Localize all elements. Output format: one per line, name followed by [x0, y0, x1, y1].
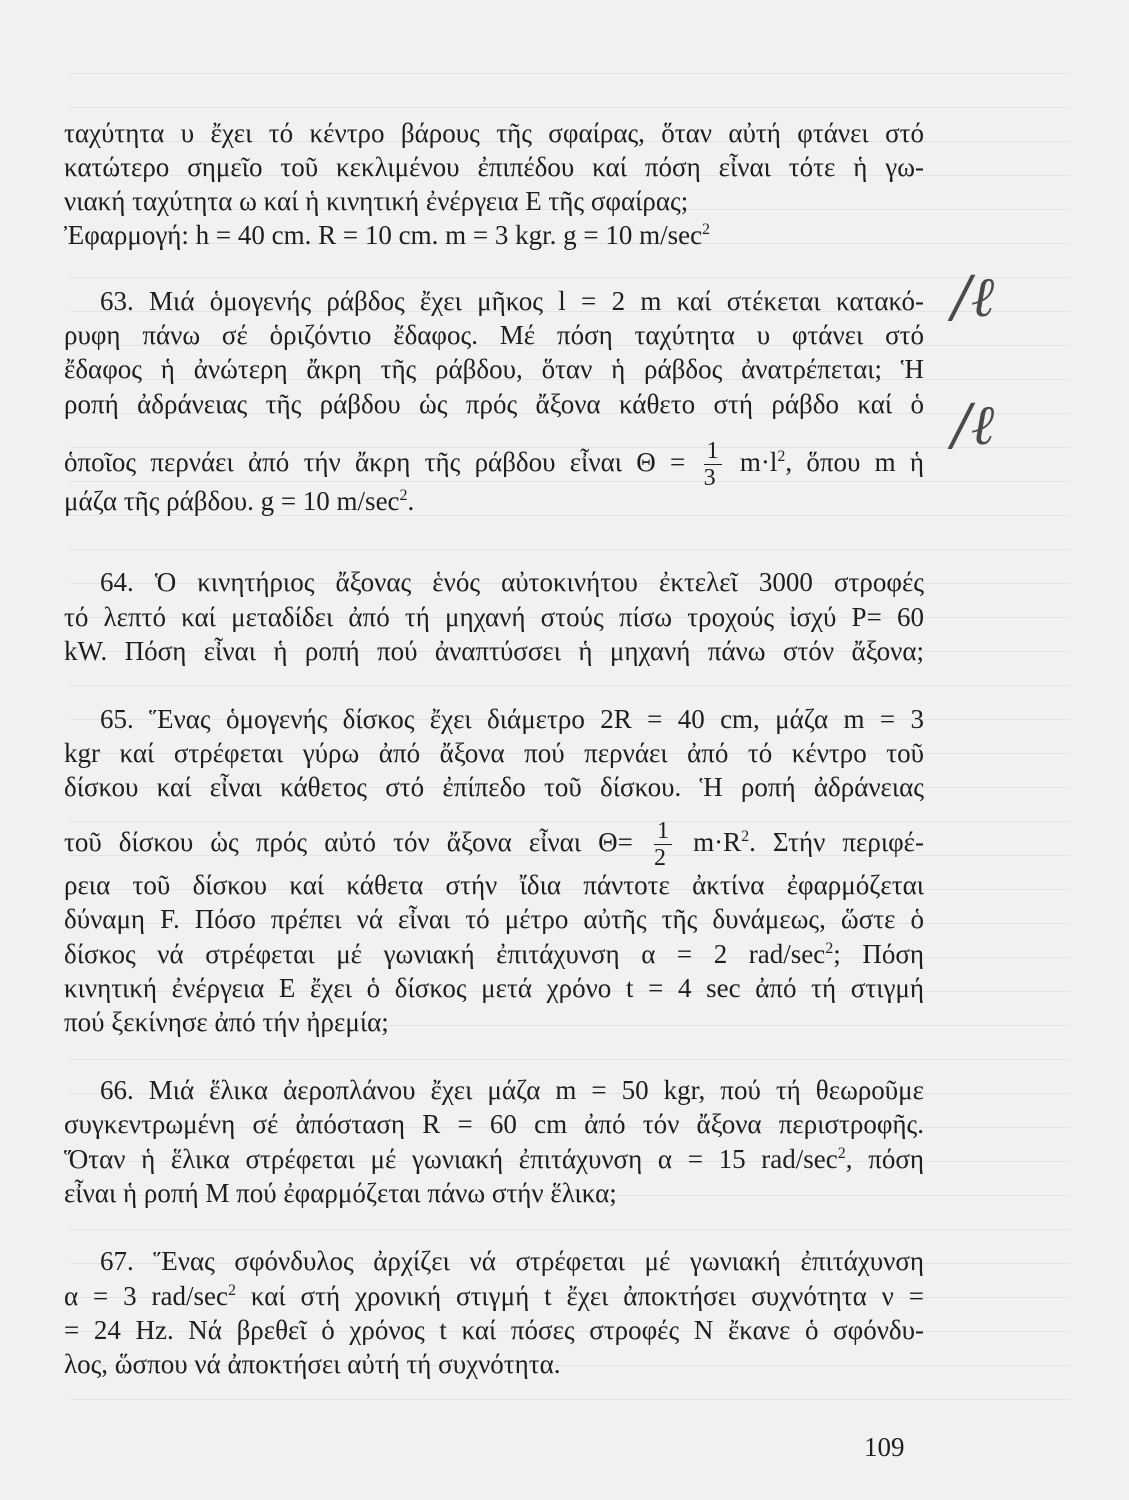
- text-line: συγκεντρωμένη σέ ἀπόσταση R = 60 cm ἀπό τόν ἄξονα περιστροφῆς.: [64, 1109, 924, 1139]
- text-run: ; Πόση: [833, 939, 924, 969]
- text-line: λος, ὥσπου νά ἀποκτήσει αὐτή τή συχνότητα.: [64, 1349, 561, 1379]
- page-number: 109: [864, 1432, 905, 1462]
- problem-66-first-line: 66. Μιά ἕλικα ἀεροπλάνου ἔχει μάζα m = 50 kgr, πού τή θεωροῦμε: [100, 1075, 924, 1105]
- fraction-one-half: [654, 818, 672, 871]
- problem-65-first-line: 65. Ἕνας ὁμογενής δίσκος ἔχει διάμετρο 2R = 40 cm, μάζα m = 3: [100, 704, 924, 734]
- text-run: . Στήν περιφέ-: [749, 827, 925, 857]
- text-line: ἔδαφος ἡ ἀνώτερη ἄκρη τῆς ράβδου, ὅταν ἡ ράβδος ἀνατρέπεται; Ἡ: [64, 354, 924, 384]
- handwritten-margin-mark: /ℓ: [952, 265, 995, 330]
- text-line: νιακή ταχύτητα ω καί ἡ κινητική ἐνέργεια Ε τῆς σφαίρας;: [64, 186, 689, 216]
- text-line: δύναμη F. Πόσο πρέπει νά εἶναι τό μέτρο αὐτῆς τῆς δυνάμεως, ὥστε ὁ: [64, 904, 924, 934]
- text-line: kgr καί στρέφεται γύρω ἀπό ἄξονα πού περνάει ἀπό τό κέντρο τοῦ: [64, 738, 924, 768]
- text-run: α = 3 rad/sec: [64, 1281, 228, 1311]
- text-line: τό λεπτό καί μεταδίδει ἀπό τή μηχανή στούς πίσω τροχούς ἰσχύ P= 60: [64, 602, 924, 632]
- formula-line: [64, 432, 924, 492]
- text-line: [64, 1142, 924, 1176]
- text-line: ρυφη πάνω σέ ὁριζόντιο ἔδαφος. Μέ πόση ταχύτητα υ φτάνει στό: [64, 320, 924, 350]
- superscript: 2: [825, 940, 834, 957]
- text-line: δίσκου καί εἶναι κάθετος στό ἐπίπεδο τοῦ δίσκου. Ἡ ροπή ἀδράνειας: [64, 772, 924, 802]
- fraction-numerator: 1: [654, 818, 672, 845]
- text-line: ροπή ἀδράνειας τῆς ράβδου ὡς πρός ἄξονα κάθετο στή ράβδο καί ὁ: [64, 389, 924, 419]
- text-run: ὁποῖος περνάει ἀπό τήν ἄκρη τῆς ράβδου εἶναι Θ =: [64, 447, 686, 477]
- text-line: = 24 Hz. Νά βρεθεῖ ὁ χρόνος t καί πόσες στροφές Ν ἔκανε ὁ σφόνδυ-: [64, 1315, 924, 1345]
- text-run: καί στή χρονική στιγμή t ἔχει ἀποκτήσει συχνότητα ν =: [236, 1281, 924, 1311]
- formula-line: [64, 812, 924, 872]
- text-run: μάζα τῆς ράβδου. g = 10 m/sec: [64, 486, 400, 516]
- application-text: Ἐφαρμογή: h = 40 cm. R = 10 cm. m = 3 kgr. g = 10 m/sec: [64, 220, 703, 250]
- superscript: 2: [399, 487, 408, 504]
- text-line: κινητική ἐνέργεια Ε ἔχει ὁ δίσκος μετά χρόνο t = 4 sec ἀπό τή στιγμή: [64, 973, 924, 1003]
- superscript: 2: [837, 1145, 846, 1162]
- text-line: kW. Πόση εἶναι ἡ ροπή πού ἀναπτύσσει ἡ μηχανή πάνω στόν ἄξονα;: [64, 636, 924, 666]
- text-run: , πόση: [845, 1144, 924, 1174]
- text-run: m·l: [739, 447, 778, 477]
- superscript: 2: [228, 1282, 236, 1299]
- text-line: [64, 1279, 924, 1313]
- problem-63-first-line: 63. Μιά ὁμογενής ράβδος ἔχει μῆκος l = 2 m καί στέκεται κατακό-: [100, 286, 924, 316]
- superscript: 2: [702, 221, 711, 238]
- text-run: τοῦ δίσκου ὡς πρός αὐτό τόν ἄξονα εἶναι Θ=: [64, 827, 633, 857]
- text-line: ταχύτητα υ ἔχει τό κέντρο βάρους τῆς σφαίρας, ὅταν αὐτή φτάνει στό: [64, 118, 924, 148]
- text-run: δίσκος νά στρέφεται μέ γωνιακή ἐπιτάχυνση α = 2 rad/sec: [64, 939, 826, 969]
- problem-67-first-line: 67. Ἕνας σφόνδυλος ἀρχίζει νά στρέφεται μέ γωνιακή ἐπιτάχυνση: [100, 1246, 924, 1276]
- fraction-numerator: 1: [704, 438, 722, 465]
- text-run: m·R: [693, 827, 742, 857]
- problem-64-first-line: 64. Ὁ κινητήριος ἄξονας ἑνός αὐτοκινήτου ἐκτελεῖ 3000 στροφές: [100, 567, 924, 597]
- fraction-denominator: 3: [703, 465, 716, 492]
- superscript: 2: [777, 448, 786, 465]
- text-line: μάζα τῆς ράβδου. g = 10 $m/\sec^2$.: [64, 486, 415, 516]
- text-line: πού ξεκίνησε ἀπό τήν ἠρεμία;: [64, 1007, 389, 1037]
- handwritten-margin-mark: /ℓ: [952, 393, 995, 458]
- text-run: Ὅταν ἡ ἕλικα στρέφεται μέ γωνιακή ἐπιτάχυνση α = 15 rad/sec: [64, 1144, 838, 1174]
- text-line: κατώτερο σημεῖο τοῦ κεκλιμένου ἐπιπέδου καί πόση εἶναι τότε ἡ γω-: [64, 152, 924, 182]
- text-line: [64, 218, 924, 252]
- text-line: [64, 937, 924, 971]
- fraction-denominator: 2: [653, 845, 666, 872]
- superscript: 2: [741, 828, 750, 845]
- text-line: εἶναι ἡ ροπή Μ πού ἐφαρμόζεται πάνω στήν ἕλικα;: [64, 1178, 617, 1208]
- text-line: ρεια τοῦ δίσκου καί κάθετα στήν ἴδια πάντοτε ἀκτίνα ἐφαρμόζεται: [64, 870, 924, 900]
- text-run: , ὅπου m ἡ: [785, 447, 925, 477]
